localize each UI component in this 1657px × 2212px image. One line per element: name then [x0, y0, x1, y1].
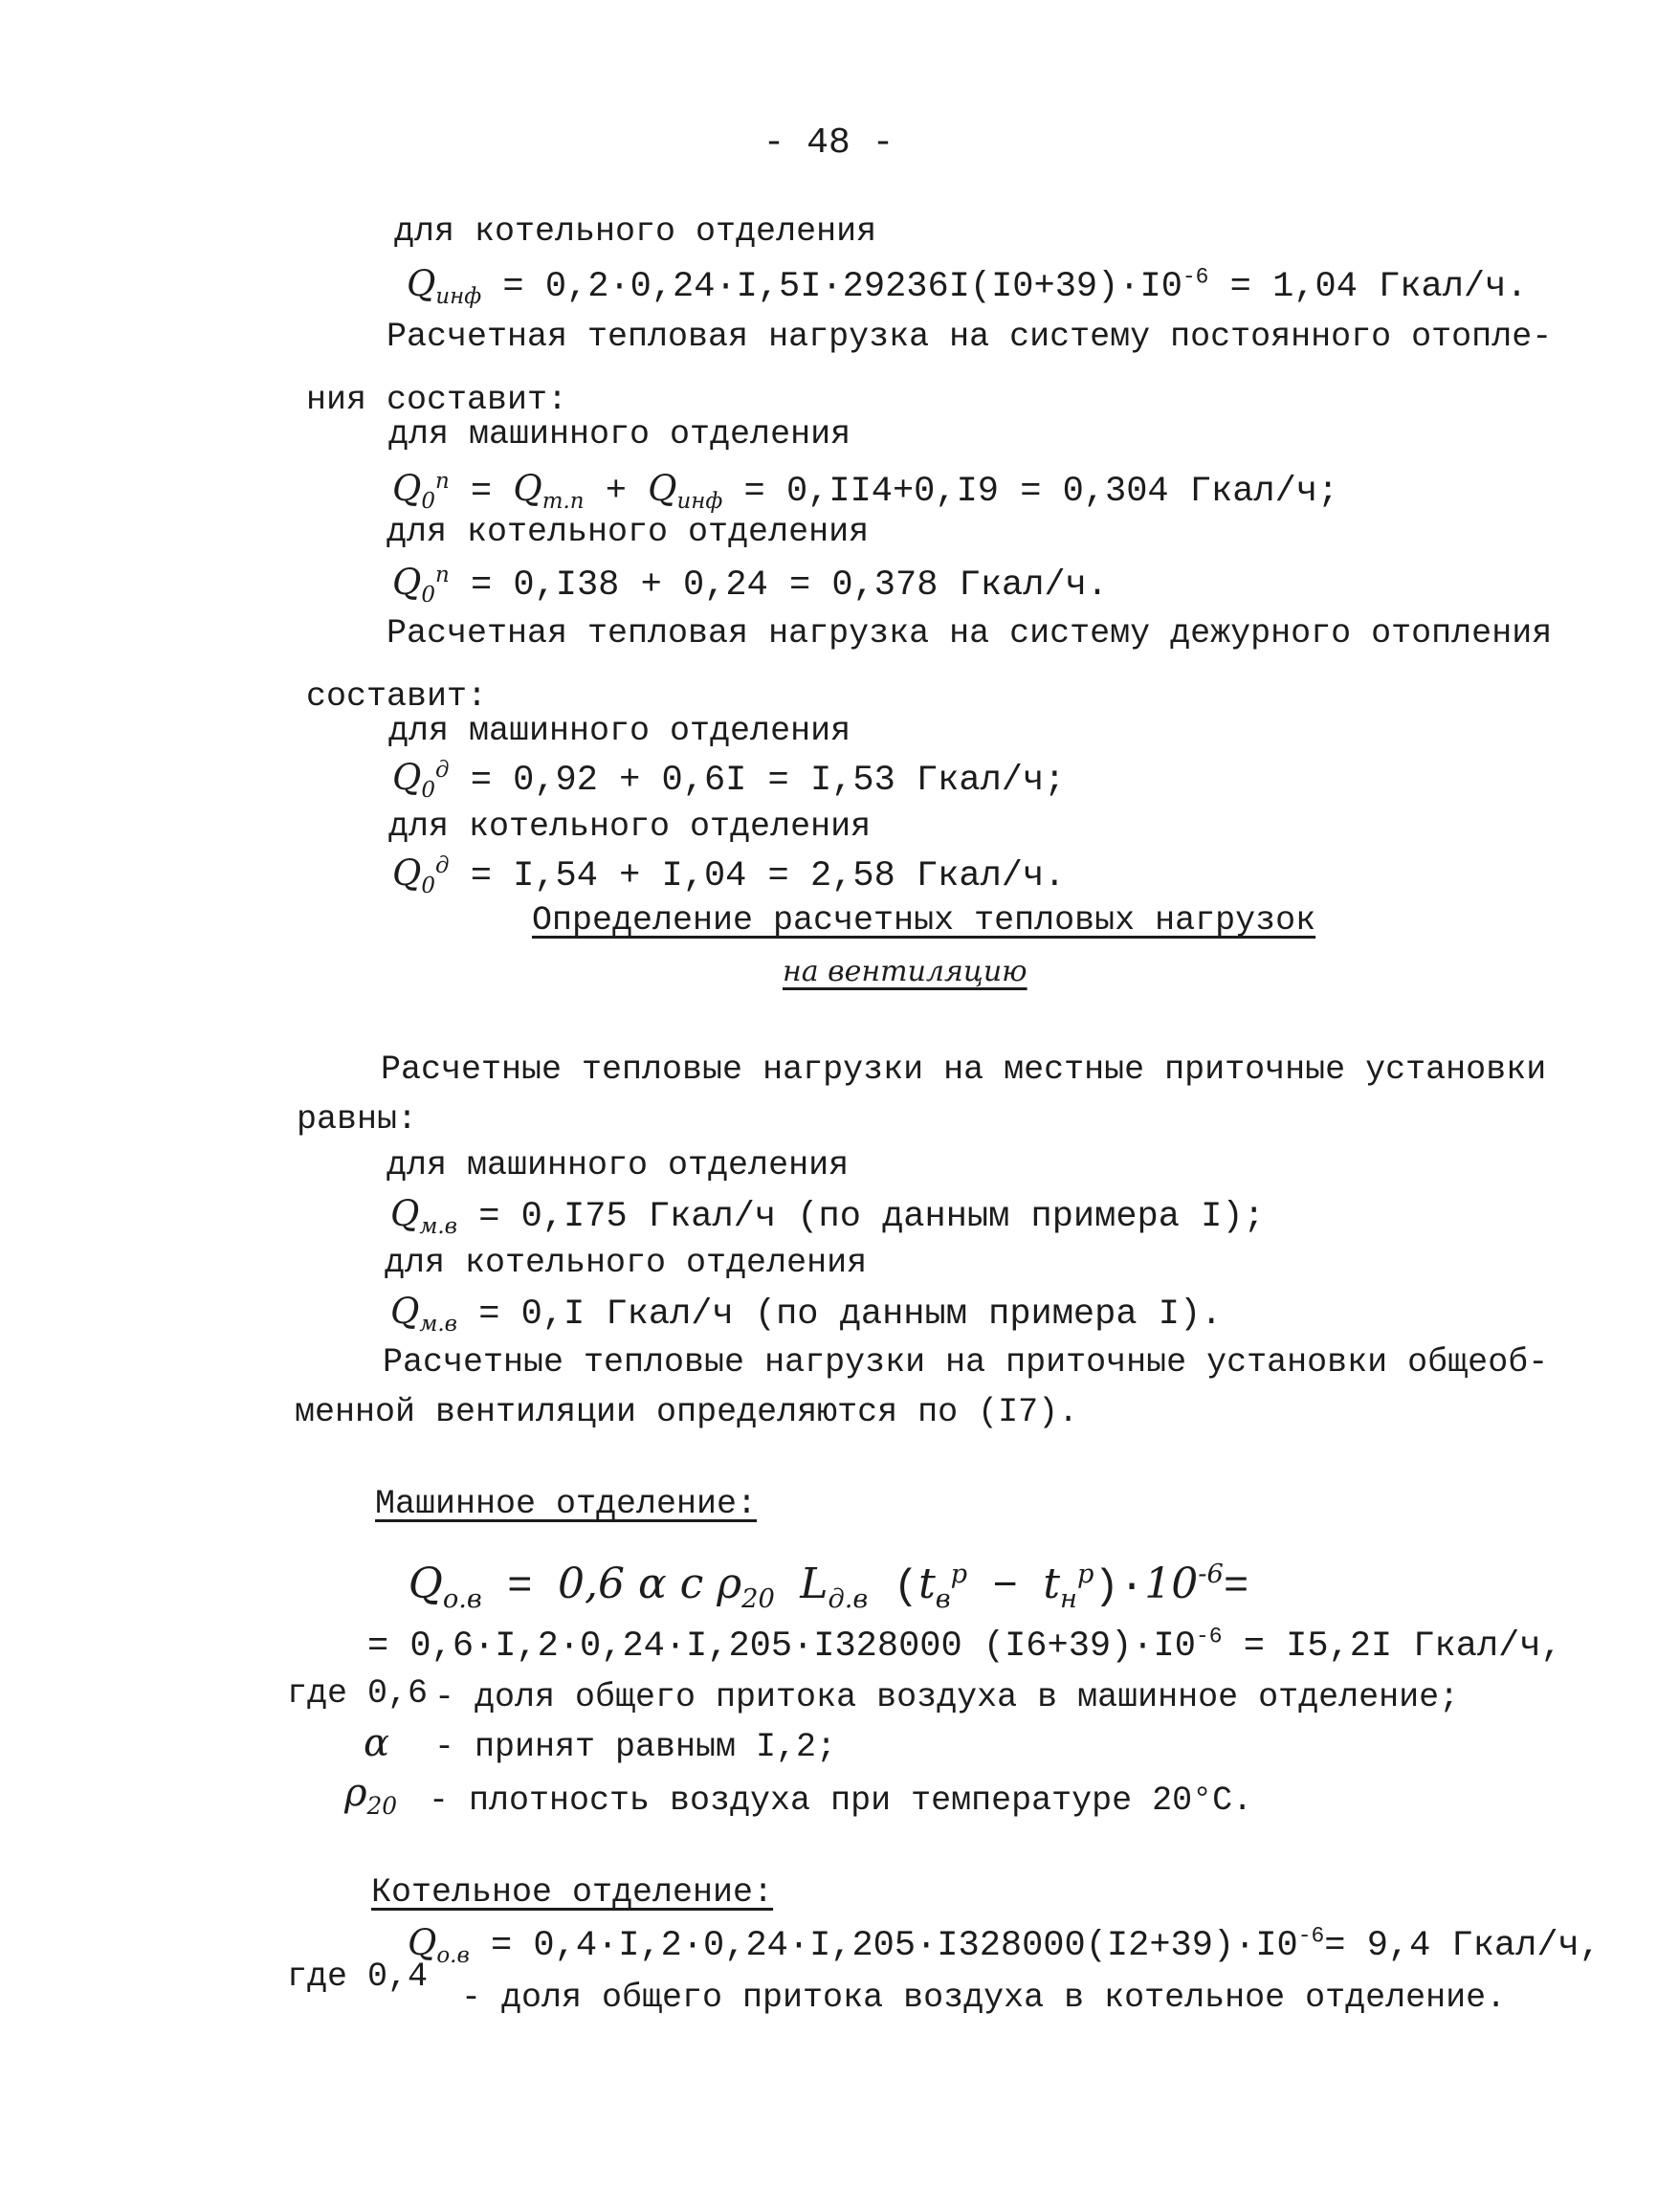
page-number: - 48 - [762, 122, 895, 164]
text-line: - доля общего притока воздуха в машинное отделение; [434, 1678, 1460, 1716]
formula-q0n-boiler: $Q_0^п = 0,I38 + 0,24 = 0,378$ Гкал/ч. [392, 562, 1109, 608]
text-line: - плотность воздуха при температуре 20°С. [429, 1781, 1253, 1820]
text-line: ния составит: [306, 381, 568, 419]
section-heading: Определение расчетных тепловых нагрузок [532, 901, 1316, 940]
formula-q0d-machine: $Q_0^д = 0,92 + 0,6I = I,53$ Гкал/ч; [392, 757, 1066, 804]
text-line: равны: [297, 1100, 418, 1139]
formula-q-inf-boiler: $Q_{инф} = 0,2\cdot 0,24\cdot I,5I\cdot 29236I(I0+39)\cdot I0^{-6} = 1,04$ Гкал/ч. [407, 263, 1528, 310]
text-line: для машинного отделения [387, 1146, 850, 1184]
text-line: Расчетная тепловая нагрузка на систему дежурного отопления [387, 614, 1553, 653]
text-line: Расчетные тепловые нагрузки на местные приточные установки [381, 1051, 1547, 1089]
where-label: где 0,6 [287, 1674, 429, 1713]
text-line: Расчетная тепловая нагрузка на систему постоянного отопле- [387, 318, 1553, 356]
formula-q0n-machine: $Q_0^п = Q_{т.п} + Q_{инф} = 0,II4+0,I9 = 0,304$ Гкал/ч; [392, 468, 1339, 515]
text-line: - доля общего притока воздуха в котельное отделение. [461, 1979, 1507, 2017]
text-line: для котельного отделения [387, 513, 870, 551]
machine-dept-heading: Машинное отделение: [375, 1485, 758, 1523]
formula-machine-value: = 0,6·I,2·0,24·I,205·I328000 $(I6+39)\cdot I0^{-6} = I5,2I$ Гкал/ч, [367, 1624, 1562, 1667]
formula-boiler-value: $Q_{о.в} = 0,4\cdot I,2\cdot 0,24\cdot I,205\cdot I328000(I2+39)\cdot I0^{-6}= 9,4$ Гкал/ч, [408, 1922, 1601, 1969]
section-heading-line2: на вентиляцию [783, 955, 1027, 988]
text-line: для котельного отделения [388, 807, 872, 846]
text-line: для машинного отделения [388, 712, 851, 750]
formula-qmv-boiler: $Q_{м.в} = 0,I$ Гкал/ч (по данным примера I). [390, 1291, 1223, 1338]
text-line: для машинного отделения [388, 415, 851, 453]
text-line: менной вентиляции определяются по (I7). [295, 1393, 1079, 1431]
formula-ventilation-general: $Q_{о.в} = 0,6$ α c $\rho_{20}$ $L_{д.в}$ $(t_в^р - t_н^р)\cdot 10^{-6}=$ [408, 1559, 1249, 1614]
boiler-dept-heading: Котельное отделение: [371, 1873, 774, 1912]
text-line: для котельного отделения [385, 1244, 868, 1282]
text-line: составит: [306, 677, 488, 716]
formula-q0d-boiler: $Q_0^д = I,54 + I,04 = 2,58$ Гкал/ч. [392, 852, 1066, 899]
formula-qmv-machine: $Q_{м.в} = 0,I75$ Гкал/ч (по данным примера I); [390, 1193, 1265, 1240]
rho20-symbol: $\rho_{20}$ [344, 1771, 398, 1820]
text-line: для котельного отделения [394, 212, 877, 251]
text-line: - принят равным I,2; [434, 1728, 837, 1766]
where-label: где 0,4 [287, 1958, 429, 1996]
text-line: Расчетные тепловые нагрузки на приточные установки общеоб- [383, 1343, 1549, 1382]
alpha-symbol: α [364, 1721, 390, 1765]
